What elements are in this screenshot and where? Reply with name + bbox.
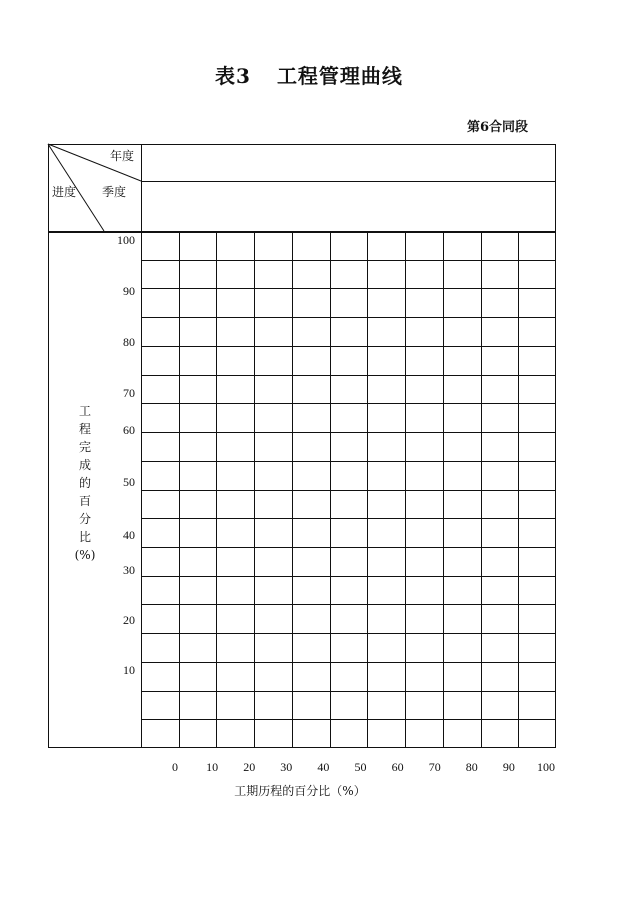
x-tick-label: 50 [354, 760, 367, 774]
x-tick-label: 0 [172, 760, 178, 774]
x-tick-label: 20 [243, 760, 256, 774]
corner-quarter-label: 季度 [102, 185, 127, 199]
grid-row-line [141, 490, 556, 491]
y-tick-label: 50 [123, 475, 135, 489]
grid-row-line [141, 403, 556, 404]
x-tick-label: 10 [206, 760, 219, 774]
grid-row-line [141, 604, 556, 605]
y-tick-label: 10 [123, 663, 135, 677]
y-tick-label: 20 [123, 613, 135, 627]
grid-row-line [141, 576, 556, 577]
y-tick-label: 30 [123, 563, 135, 577]
y-axis-title-char: 的 [78, 476, 91, 490]
x-axis-title: 工期历程的百分比（%） [234, 784, 366, 798]
y-tick-label: 60 [123, 423, 135, 437]
y-axis-title-char: 程 [78, 422, 91, 436]
x-tick-label: 40 [317, 760, 330, 774]
grid-row-line [141, 719, 556, 720]
x-tick-label: 80 [465, 760, 478, 774]
grid-row-line [141, 375, 556, 376]
x-tick-label: 100 [537, 760, 555, 774]
y-tick-label: 100 [117, 233, 135, 247]
y-axis-title-char: 比 [78, 530, 91, 544]
y-tick-label: 80 [123, 335, 135, 349]
y-axis-title-char: 工 [78, 404, 91, 418]
grid-row-line [141, 461, 556, 462]
grid-row-line [141, 547, 556, 548]
y-axis-title-char: 成 [78, 458, 91, 472]
grid-row-line [141, 317, 556, 318]
grid-row-line [141, 288, 556, 289]
grid-row-line [141, 633, 556, 634]
x-tick-label: 30 [280, 760, 293, 774]
grid-row-line [141, 260, 556, 261]
x-tick-label: 90 [502, 760, 515, 774]
corner-year-label: 年度 [110, 149, 135, 163]
grid-row-line [141, 662, 556, 663]
y-tick-label: 40 [123, 528, 135, 542]
grid-row-line [141, 691, 556, 692]
y-axis-title-char: 完 [78, 440, 91, 454]
section-label: 第6合同段 [466, 120, 528, 135]
y-axis-title-char: (%) [74, 548, 96, 562]
y-tick-label: 70 [123, 386, 135, 400]
table-title: 工程管理曲线 [276, 64, 403, 88]
y-tick-label: 90 [123, 284, 135, 298]
x-tick-label: 60 [391, 760, 404, 774]
corner-progress-label: 进度 [52, 185, 77, 199]
y-axis-title-char: 分 [78, 512, 91, 526]
y-axis-title-char: 百 [78, 494, 91, 508]
x-tick-label: 70 [428, 760, 441, 774]
table-number: 表3 [215, 64, 251, 88]
grid-row-line [141, 432, 556, 433]
grid-row-line [141, 518, 556, 519]
grid-row-line [141, 346, 556, 347]
